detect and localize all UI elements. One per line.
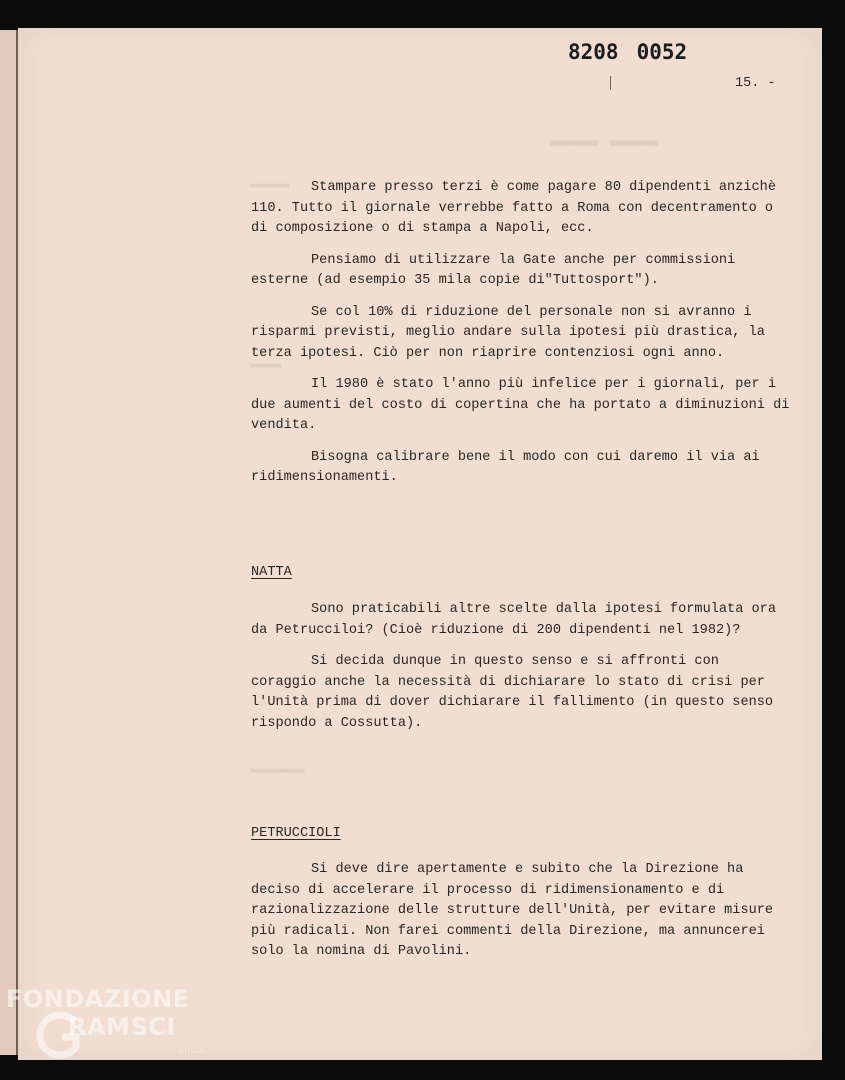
paragraph: Pensiamo di utilizzare la Gate anche per commissioni esterne (ad esempio 35 mila copie di"Tuttosport").: [251, 252, 744, 288]
bleed-through-text: ▬▬▬▬▬▬▬: [250, 763, 305, 778]
paragraph: Si deve dire apertamente e subito che la Direzione ha deciso di accelerare il processo di ridimensionamento e di razionalizzazione delle strutture dell'Unità, per evitare misure più radicali. Non farei commenti della Direzione, ma annuncerei solo la nomina di Pavolini.: [251, 862, 782, 959]
paragraph: Il 1980 è stato l'anno più infelice per i giornali, per i due aumenti del costo di copertina che ha portato a diminuzioni di vendita.: [251, 377, 798, 433]
paragraph: Bisogna calibrare bene il modo con cui daremo il via ai ridimensionamenti.: [251, 449, 768, 485]
bleed-through-number: ▬▬▬▬ ▬▬▬▬: [550, 133, 659, 157]
logo-line-2: RAMSCI: [68, 1013, 176, 1041]
pencil-mark: [610, 76, 611, 90]
speaker-heading-natta: NATTA: [251, 565, 292, 580]
paragraph: Se col 10% di riduzione del personale non si avranno i risparmi previsti, meglio andare sulla ipotesi più drastica, la terza ipotesi. Ciò per non riaprire contenziosi ogni anno.: [251, 304, 774, 361]
archive-number-left: 8208: [568, 40, 619, 64]
section-intro: [251, 178, 798, 500]
archive-stamp-number: [568, 40, 687, 64]
section-natta: [251, 600, 791, 745]
fondazione-gramsci-logo: [6, 985, 211, 1075]
previous-page-edge: [0, 30, 18, 1055]
paragraph: Stampare presso terzi è come pagare 80 dipendenti anzichè 110. Tutto il giornale verrebbe fatto a Roma con decentramento o di composizione o di stampa a Napoli, ecc.: [251, 180, 785, 236]
logo-line-3: onlus: [178, 1045, 205, 1056]
logo-line-1: FONDAZIONE: [6, 985, 190, 1013]
speaker-heading-petruccioli: PETRUCCIOLI: [251, 826, 341, 841]
bleed-through-text: ▬▬▬▬: [250, 358, 282, 373]
paragraph: Sono praticabili altre scelte dalla ipotesi formulata ora da Petrucciloi? (Cioè riduzione di 200 dipendenti nel 1982)?: [251, 602, 785, 638]
section-petruccioli: [251, 860, 791, 974]
paragraph: Si decida dunque in questo senso e si affronti con coraggio anche la necessità di dichiarare lo stato di crisi per l'Unità prima di dover dichiarare il fallimento (in questo senso rispondo a Cossutta).: [251, 654, 782, 731]
document-page: [18, 28, 822, 1060]
bleed-through-text: ▬▬▬▬▬: [250, 178, 290, 193]
archive-number-right: 0052: [636, 40, 688, 64]
page-number: 15. -: [735, 76, 776, 91]
